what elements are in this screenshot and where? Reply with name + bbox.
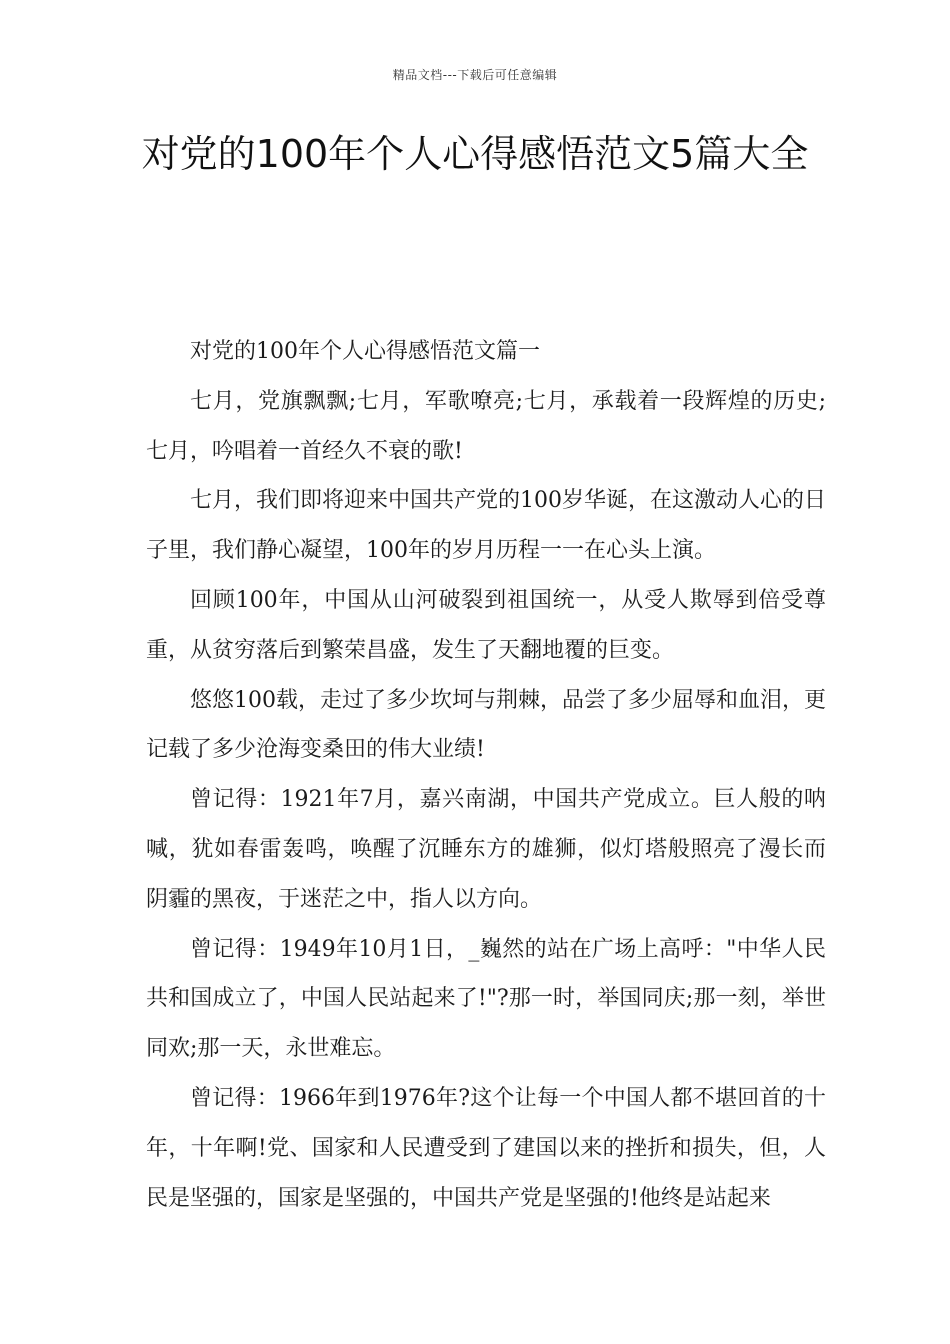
paragraph: 七月，党旗飘飘;七月，军歌嘹亮;七月，承载着一段辉煌的历史;七月，吟唱着一首经久不衰的歌! [146,388,826,464]
document-body [146,327,826,1223]
paragraph: 曾记得：1921年7月，嘉兴南湖，中国共产党成立。巨人般的呐喊，犹如春雷轰鸣，唤醒了沉睡东方的雄狮，似灯塔般照亮了漫长而阴霾的黑夜，于迷茫之中，指人以方向。 [146,787,826,912]
header-note: 精品文档---下载后可任意编辑 [392,68,558,82]
paragraph: 七月，我们即将迎来中国共产党的100岁华诞，在这激动人心的日子里，我们静心凝望，100年的岁月历程一一在心头上演。 [146,488,826,564]
paragraph: 回顾100年，中国从山河破裂到祖国统一，从受人欺辱到倍受尊重，从贫穷落后到繁荣昌盛，发生了天翻地覆的巨变。 [146,587,826,663]
paragraph: 曾记得：1966年到1976年?这个让每一个中国人都不堪回首的十年，十年啊!党、国家和人民遭受到了建国以来的挫折和损失，但，人民是坚强的，国家是坚强的，中国共产党是坚强的!他终是站起来 [146,1085,826,1211]
section-heading: 对党的100年个人心得感悟范文篇一 [190,339,540,364]
paragraph: 曾记得：1949年10月1日，_巍然的站在广场上高呼："中华人民共和国成立了，中国人民站起来了!"?那一时，举国同庆;那一刻，举世同欢;那一天，永世难忘。 [146,936,826,1062]
paragraph: 悠悠100载，走过了多少坎坷与荆棘，品尝了多少屈辱和血泪，更记载了多少沧海变桑田的伟大业绩! [146,687,826,763]
document-title: 对党的100年个人心得感悟范文5篇大全 [141,132,809,176]
